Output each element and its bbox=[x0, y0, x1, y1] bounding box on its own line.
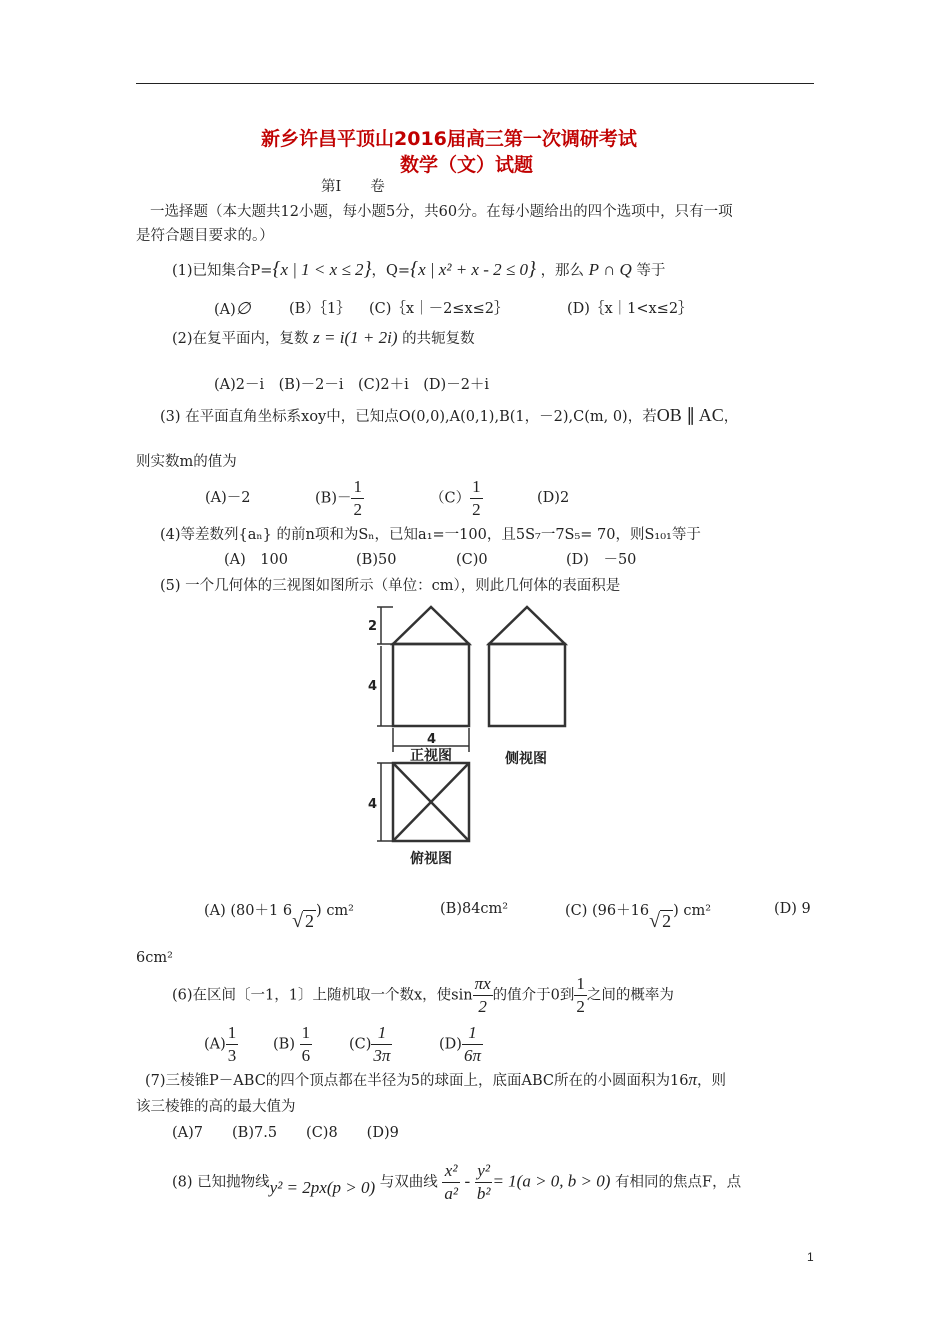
q3-option-d: (D)2 bbox=[537, 490, 570, 506]
front-view-body bbox=[393, 644, 469, 726]
header-rule bbox=[136, 83, 814, 84]
q7-line-1: (7)三棱锥P－ABC的四个顶点都在半径为5的球面上，底面ABC所在的小圆面积为16 bbox=[145, 1073, 689, 1089]
q1-option-c: (C)｛x｜－2≤x≤2｝ bbox=[369, 301, 509, 317]
q1-option-d: (D)｛x｜1<x≤2｝ bbox=[567, 301, 693, 317]
q5-option-c-text: (C) (96＋16 bbox=[565, 903, 650, 919]
section-heading: 第Ⅰ 卷 bbox=[321, 179, 385, 195]
q1-prefix: (1)已知集合P= bbox=[172, 263, 273, 279]
brace-close-icon: } bbox=[363, 258, 372, 280]
question-8 bbox=[172, 1160, 741, 1205]
dim-label-plan: 4 bbox=[368, 797, 378, 812]
instructions-line-2: 是符合题目要求的。） bbox=[136, 228, 274, 244]
fraction-half: $\frac{1}{2}$ bbox=[472, 477, 481, 519]
exam-subtitle: 数学（文）试题 bbox=[400, 154, 534, 176]
q3-line-1-end: ， bbox=[723, 409, 739, 425]
q8-prefix: (8) 已知抛物线 bbox=[172, 1174, 270, 1191]
q5-option-d: (D) 9 bbox=[774, 901, 811, 917]
q3-option-b-label: (B)－ bbox=[315, 490, 352, 507]
q3-option-a: (A)－2 bbox=[205, 490, 251, 506]
q8-parabola: y² = 2px(p > 0) bbox=[269, 1177, 376, 1197]
question-2 bbox=[172, 327, 475, 350]
q5-option-a bbox=[204, 898, 354, 932]
q6-option-b: (B) $\frac{1}{6}$ bbox=[273, 1023, 311, 1065]
instructions-line-1: 一选择题（本大题共12小题，每小题5分，共60分。在每小题给出的四个选项中，只有一项 bbox=[150, 204, 733, 220]
q8-suffix: 有相同的焦点F，点 bbox=[615, 1174, 742, 1191]
q3-line-2: 则实数m的值为 bbox=[136, 454, 237, 470]
side-view-body bbox=[489, 644, 565, 726]
minus-sign: - bbox=[464, 1171, 471, 1191]
three-view-figure bbox=[355, 600, 595, 875]
fraction-half: $\frac{1}{2}$ bbox=[576, 974, 585, 1016]
q3-option-c-label: （C） bbox=[430, 490, 471, 507]
q6-mid: 的值介于0到 bbox=[492, 987, 575, 1004]
q3-expr: OB ∥ AC bbox=[656, 405, 724, 425]
page-number: 1 bbox=[807, 1250, 814, 1264]
question-4: (4)等差数列{aₙ} 的前n项和为Sₙ，已知a₁=一100，且5S₇一7S₅= 70，则S₁₀₁等于 bbox=[160, 527, 701, 543]
q5-option-c bbox=[565, 898, 712, 932]
q2-suffix: 的共轭复数 bbox=[402, 331, 475, 347]
fraction-1-3: $\frac{1}{3}$ bbox=[227, 1023, 237, 1065]
pi-symbol: π bbox=[688, 1070, 697, 1089]
fraction-1-6pi: $\frac{1}{6\pi}$ bbox=[463, 1023, 481, 1065]
q2-expr: z = i(1 + 2i) bbox=[313, 328, 398, 347]
brace-close-icon: } bbox=[527, 258, 536, 280]
sqrt-icon: √ 2 bbox=[292, 910, 315, 932]
q7-line-2: 该三棱锥的高的最大值为 bbox=[136, 1099, 296, 1115]
q4-option-c: (C)0 bbox=[456, 552, 488, 568]
q6-option-d: (D) $\frac{1}{6\pi}$ bbox=[439, 1023, 481, 1065]
q1-suffix: ，那么 bbox=[540, 263, 585, 279]
question-7 bbox=[145, 1069, 726, 1092]
fraction-x2-a2: $\frac{\text{x²}}{\text{a²}}$ bbox=[444, 1161, 458, 1203]
fraction-pi-x-over-2: $\frac{\pi x}{2}$ bbox=[474, 974, 491, 1016]
label-top-view: 俯视图 bbox=[410, 851, 452, 867]
q8-mid: 与双曲线 bbox=[379, 1174, 438, 1191]
q3-option-c bbox=[430, 476, 483, 521]
q7-options: (A)7 (B)7.5 (C)8 (D)9 bbox=[172, 1125, 399, 1141]
q1-option-a: (A)∅ bbox=[214, 299, 251, 318]
q1-set-q: x | x² + x - 2 ≤ 0 bbox=[418, 260, 528, 279]
front-view-roof bbox=[393, 607, 469, 644]
q1-mid: ，Q= bbox=[371, 263, 411, 279]
sqrt-radicand: 2 bbox=[305, 911, 315, 931]
q2-prefix: (2)在复平面内，复数 bbox=[172, 331, 309, 347]
dim-label-4: 4 bbox=[368, 679, 378, 694]
q5-option-d-wrap: 6cm² bbox=[136, 950, 173, 966]
question-1 bbox=[172, 258, 665, 282]
q4-option-b: (B)50 bbox=[356, 552, 397, 568]
q6-option-c: (C) $\frac{1}{3\pi}$ bbox=[349, 1023, 391, 1065]
q6-prefix: (6)在区间〔一1，1〕上随机取一个数x，使sin bbox=[172, 987, 473, 1004]
q6-suffix: 之间的概率为 bbox=[586, 987, 674, 1004]
label-side-view: 侧视图 bbox=[505, 751, 547, 767]
brace-open-icon: { bbox=[410, 258, 419, 280]
q6-option-a: (A) $\frac{1}{3}$ bbox=[204, 1023, 237, 1065]
q2-options: (A)2－i (B)－2－i (C)2＋i (D)－2＋i bbox=[214, 377, 490, 393]
q1-expr: P ∩ Q bbox=[588, 260, 632, 279]
dim-label-2: 2 bbox=[368, 619, 378, 634]
exam-title: 新乡许昌平顶山2016届高三第一次调研考试 bbox=[261, 128, 637, 150]
question-3 bbox=[160, 404, 738, 428]
side-view-roof bbox=[489, 607, 565, 644]
q5-option-b: (B)84cm² bbox=[440, 901, 509, 917]
empty-set-icon: ∅ bbox=[235, 299, 251, 318]
q1-tail: 等于 bbox=[636, 263, 666, 279]
q5-option-a-text: (A) (80＋1 6 bbox=[204, 903, 293, 919]
q3-line-1: (3) 在平面直角坐标系xoy中，已知点O(0,0),A(0,1),B(1，－2),C(m, 0)，若 bbox=[160, 409, 657, 425]
q4-option-d: (D) －50 bbox=[566, 552, 637, 568]
q1-option-b: (B）｛1｝ bbox=[289, 301, 351, 317]
q4-option-a: (A) 100 bbox=[224, 552, 288, 568]
fraction-y2-b2: $\frac{\text{y²}}{\text{b²}}$ bbox=[476, 1161, 491, 1203]
dim-label-width: 4 bbox=[427, 732, 437, 747]
q1-set-p: x | 1 < x ≤ 2 bbox=[280, 260, 364, 279]
label-front-view: 正视图 bbox=[410, 748, 452, 764]
sqrt-icon: √ 2 bbox=[649, 910, 672, 932]
brace-open-icon: { bbox=[272, 258, 281, 280]
q5-option-c-unit: ) cm² bbox=[673, 903, 712, 919]
q7-line-1-end: ，则 bbox=[696, 1073, 726, 1089]
fraction-half: $\frac{1}{2}$ bbox=[353, 477, 362, 519]
fraction-1-3pi: $\frac{1}{3\pi}$ bbox=[373, 1023, 391, 1065]
q8-hyperbola-tail: = 1(a > 0, b > 0) bbox=[492, 1171, 611, 1191]
question-6 bbox=[172, 973, 674, 1018]
q3-option-b bbox=[315, 476, 364, 521]
sqrt-radicand: 2 bbox=[662, 911, 672, 931]
question-5: (5) 一个几何体的三视图如图所示（单位：cm），则此几何体的表面积是 bbox=[160, 578, 621, 594]
q5-option-a-unit: ) cm² bbox=[316, 903, 354, 919]
fraction-1-6: $\frac{1}{6}$ bbox=[301, 1023, 311, 1065]
